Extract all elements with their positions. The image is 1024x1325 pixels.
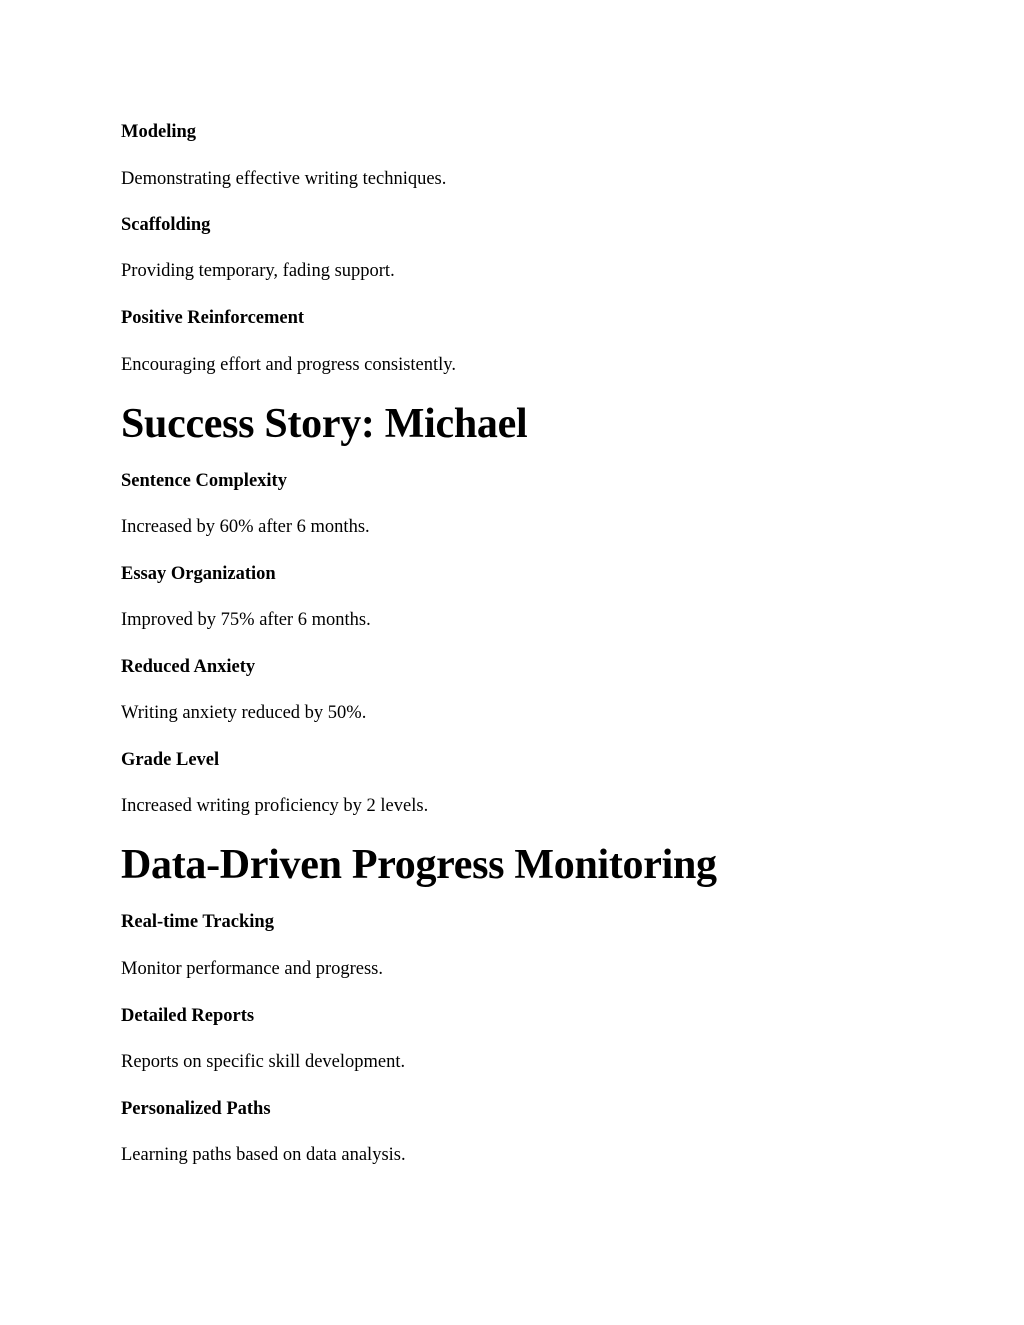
item-description-personalized-paths: Learning paths based on data analysis. xyxy=(121,1145,406,1165)
item-description-real-time-tracking: Monitor performance and progress. xyxy=(121,959,383,979)
item-description-reduced-anxiety: Writing anxiety reduced by 50%. xyxy=(121,703,367,723)
item-term-essay-organization: Essay Organization xyxy=(121,564,276,584)
item-term-sentence-complexity: Sentence Complexity xyxy=(121,471,287,491)
section-heading-data-driven-monitoring: Data-Driven Progress Monitoring xyxy=(121,842,717,888)
item-description-positive-reinforcement: Encouraging effort and progress consistently. xyxy=(121,355,456,375)
item-description-modeling: Demonstrating effective writing techniques. xyxy=(121,169,447,189)
item-term-scaffolding: Scaffolding xyxy=(121,215,211,235)
item-term-positive-reinforcement: Positive Reinforcement xyxy=(121,308,305,328)
item-description-detailed-reports: Reports on specific skill development. xyxy=(121,1052,406,1072)
item-term-reduced-anxiety: Reduced Anxiety xyxy=(121,657,256,677)
item-description-scaffolding: Providing temporary, fading support. xyxy=(121,261,395,281)
item-term-detailed-reports: Detailed Reports xyxy=(121,1006,255,1026)
item-description-essay-organization: Improved by 75% after 6 months. xyxy=(121,610,371,630)
item-term-real-time-tracking: Real-time Tracking xyxy=(121,912,274,932)
item-description-sentence-complexity: Increased by 60% after 6 months. xyxy=(121,517,370,537)
item-term-personalized-paths: Personalized Paths xyxy=(121,1099,271,1119)
item-term-modeling: Modeling xyxy=(121,122,197,142)
item-term-grade-level: Grade Level xyxy=(121,750,220,770)
section-heading-success-story: Success Story: Michael xyxy=(121,401,528,447)
item-description-grade-level: Increased writing proficiency by 2 levels. xyxy=(121,796,429,816)
